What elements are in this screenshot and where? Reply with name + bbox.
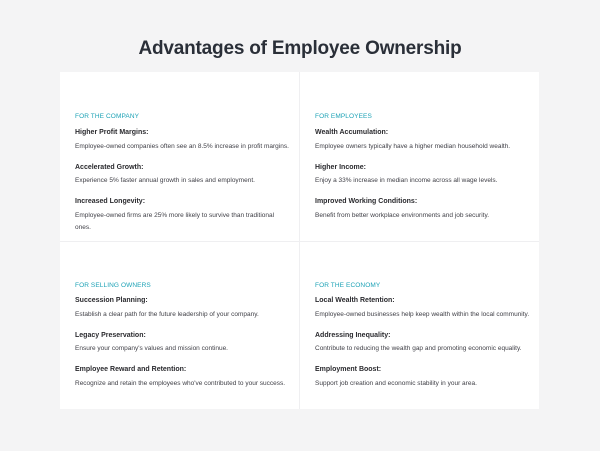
item-heading: Succession Planning: [75,297,148,304]
section-title: FOR THE ECONOMY [315,282,381,289]
item-description: Employee owners typically have a higher median household wealth. [315,143,511,150]
item-heading: Employee Reward and Retention: [75,366,187,373]
item-description: Employee-owned firms are 25% more likely to survive than traditional ones. [75,212,275,231]
section-title: FOR EMPLOYEES [315,113,372,120]
item-heading: Accelerated Growth: [75,164,144,171]
section-title: FOR SELLING OWNERS [75,282,151,289]
item-heading: Higher Income: [315,164,366,171]
horizontal-divider [60,241,539,242]
item-heading: Addressing Inequality: [315,332,391,339]
item-description: Contribute to reducing the wealth gap and promoting economic equality. [315,345,522,352]
item-description: Experience 5% faster annual growth in sales and employment. [75,177,255,184]
section-title: FOR THE COMPANY [75,113,140,120]
item-heading: Wealth Accumulation: [315,129,389,136]
item-description: Recognize and retain the employees who've contributed to your success. [75,380,286,387]
item-description: Establish a clear path for the future leadership of your company. [75,311,259,318]
item-description: Employee-owned businesses help keep wealth within the local community. [315,311,530,318]
item-heading: Legacy Preservation: [75,332,146,339]
item-description: Enjoy a 33% increase in median income across all wage levels. [315,177,498,184]
item-heading: Local Wealth Retention: [315,297,395,304]
item-heading: Higher Profit Margins: [75,129,149,136]
item-heading: Increased Longevity: [75,198,146,205]
item-heading: Improved Working Conditions: [315,198,418,205]
item-description: Benefit from better workplace environments and job security. [315,212,490,219]
item-description: Employee-owned companies often see an 8.5% increase in profit margins. [75,143,289,150]
item-heading: Employment Boost: [315,366,382,373]
item-description: Support job creation and economic stability in your area. [315,380,477,387]
item-description: Ensure your company's values and mission continue. [75,345,228,352]
page-title: Advantages of Employee Ownership [138,38,462,59]
